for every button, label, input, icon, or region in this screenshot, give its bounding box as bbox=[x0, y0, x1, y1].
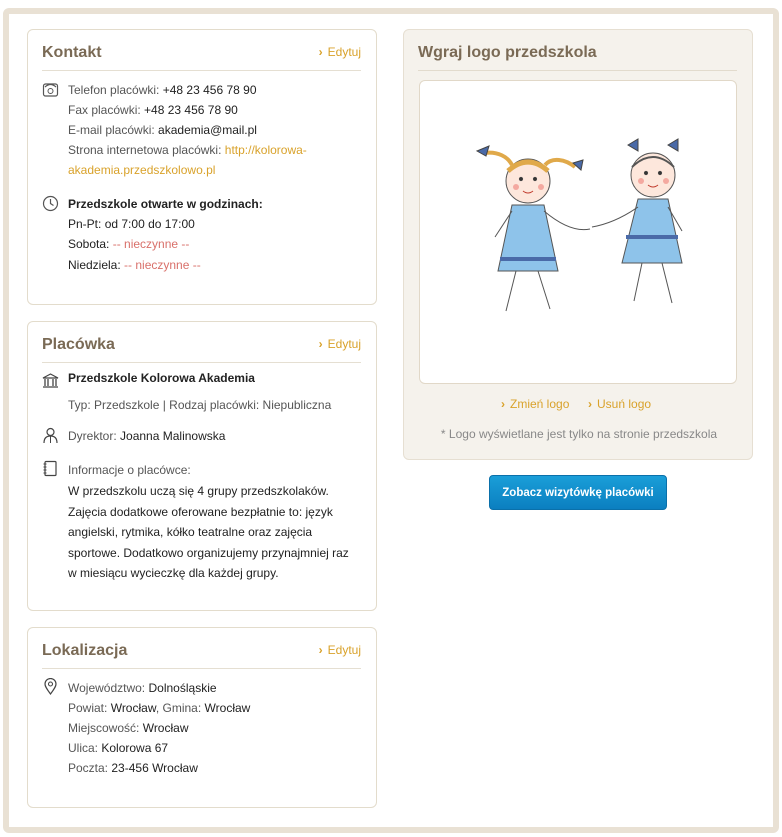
website-row bbox=[68, 140, 307, 160]
info-line: W przedszkolu uczą się 4 grupy przedszkolaków. bbox=[68, 484, 329, 498]
location-card bbox=[27, 627, 377, 808]
voivodeship-row bbox=[68, 678, 217, 698]
website-link-part2[interactable]: akademia.przedszkolowo.pl bbox=[68, 163, 216, 177]
website-label: Strona internetowa placówki: bbox=[68, 143, 222, 157]
info-text bbox=[68, 481, 368, 584]
institution-edit-link[interactable]: › Edytuj bbox=[319, 337, 361, 351]
sunday-row bbox=[68, 255, 201, 275]
info-line: w miesiącu wycieczkę dla każdej grupy. bbox=[68, 566, 279, 580]
email-value: akademia@mail.pl bbox=[158, 123, 257, 137]
divider bbox=[42, 668, 361, 669]
city-row bbox=[68, 718, 189, 738]
hours-title: Przedszkole otwarte w godzinach: bbox=[68, 197, 263, 211]
website-link-part1[interactable]: http://kolorowa- bbox=[224, 143, 307, 157]
contact-title: Kontakt bbox=[42, 44, 102, 61]
institution-type: Typ: Przedszkole | Rodzaj placówki: Niepubliczna bbox=[68, 398, 332, 412]
county-label: Powiat: bbox=[68, 701, 108, 715]
info-label: Informacje o placówce: bbox=[68, 463, 191, 477]
city-label: Miejscowość: bbox=[68, 721, 140, 735]
location-title: Lokalizacja bbox=[42, 642, 128, 659]
weekdays-row bbox=[68, 214, 195, 234]
street-label: Ulica: bbox=[68, 741, 99, 755]
county-value: Wrocław bbox=[110, 701, 156, 715]
email-row bbox=[68, 120, 257, 140]
commune-label: Gmina: bbox=[162, 701, 202, 715]
institution-name: Przedszkole Kolorowa Akademia bbox=[68, 371, 255, 385]
logo-note: * Logo wyświetlane jest tylko na stronie przedszkola bbox=[440, 427, 718, 441]
phone-label: Telefon placówki: bbox=[68, 83, 160, 97]
saturday-row bbox=[68, 234, 189, 254]
institution-card bbox=[27, 321, 377, 611]
post-value: 23-456 Wrocław bbox=[111, 761, 198, 775]
phone-row bbox=[68, 80, 257, 100]
remove-logo-link[interactable]: › Usuń logo bbox=[588, 397, 651, 411]
county-row: Powiat: Wrocław, Gmina: Wrocław bbox=[68, 701, 251, 715]
website-row-2 bbox=[68, 160, 215, 180]
sunday-value: -- nieczynne -- bbox=[124, 258, 201, 272]
phone-icon bbox=[42, 81, 59, 98]
saturday-value: -- nieczynne -- bbox=[112, 237, 190, 251]
divider bbox=[42, 70, 361, 71]
divider bbox=[42, 362, 361, 363]
director-label: Dyrektor: bbox=[68, 429, 117, 443]
director-icon bbox=[42, 427, 59, 444]
commune-value: Wrocław bbox=[204, 701, 251, 715]
info-line: angielski, rytmika, kółko teatralne oraz zajęcia bbox=[68, 525, 313, 539]
info-line: Zajęcia dodatkowe oferowane bezpłatnie to: język bbox=[68, 504, 333, 519]
director-row bbox=[68, 426, 225, 446]
divider bbox=[418, 70, 737, 71]
weekdays-label: Pn-Pt: bbox=[68, 217, 102, 231]
director-value: Joanna Malinowska bbox=[120, 429, 226, 443]
notebook-icon bbox=[42, 460, 59, 477]
logo-image bbox=[420, 81, 736, 383]
post-label: Poczta: bbox=[68, 761, 109, 775]
institution-title: Placówka bbox=[42, 336, 115, 353]
contact-edit-link[interactable]: › Edytuj bbox=[319, 45, 361, 59]
email-label: E-mail placówki: bbox=[68, 123, 155, 137]
post-row bbox=[68, 758, 198, 778]
weekdays-value: od 7:00 do 17:00 bbox=[104, 217, 195, 231]
logo-upload-card bbox=[403, 29, 753, 460]
voivodeship-value: Dolnośląskie bbox=[148, 681, 217, 695]
map-pin-icon bbox=[42, 678, 59, 695]
building-icon bbox=[42, 372, 59, 389]
view-card-button[interactable]: Zobacz wizytówkę placówki bbox=[489, 475, 667, 510]
sunday-label: Niedziela: bbox=[68, 258, 121, 272]
phone-value: +48 23 456 78 90 bbox=[162, 83, 257, 97]
saturday-label: Sobota: bbox=[68, 237, 110, 251]
city-value: Wrocław bbox=[142, 721, 189, 735]
fax-value: +48 23 456 78 90 bbox=[144, 103, 238, 117]
change-logo-link[interactable]: › Zmień logo bbox=[501, 397, 569, 411]
contact-card bbox=[27, 29, 377, 305]
fax-label: Fax placówki: bbox=[68, 103, 141, 117]
clock-icon bbox=[42, 195, 59, 212]
info-line: sportowe. Dodatkowo organizujemy przynajmniej raz bbox=[68, 545, 349, 560]
logo-preview[interactable] bbox=[419, 80, 737, 384]
voivodeship-label: Województwo: bbox=[68, 681, 146, 695]
street-value: Kolorowa 67 bbox=[101, 741, 169, 755]
logo-title: Wgraj logo przedszkola bbox=[418, 44, 597, 61]
street-row bbox=[68, 738, 168, 758]
fax-row bbox=[68, 100, 238, 120]
location-edit-link[interactable]: › Edytuj bbox=[319, 643, 361, 657]
